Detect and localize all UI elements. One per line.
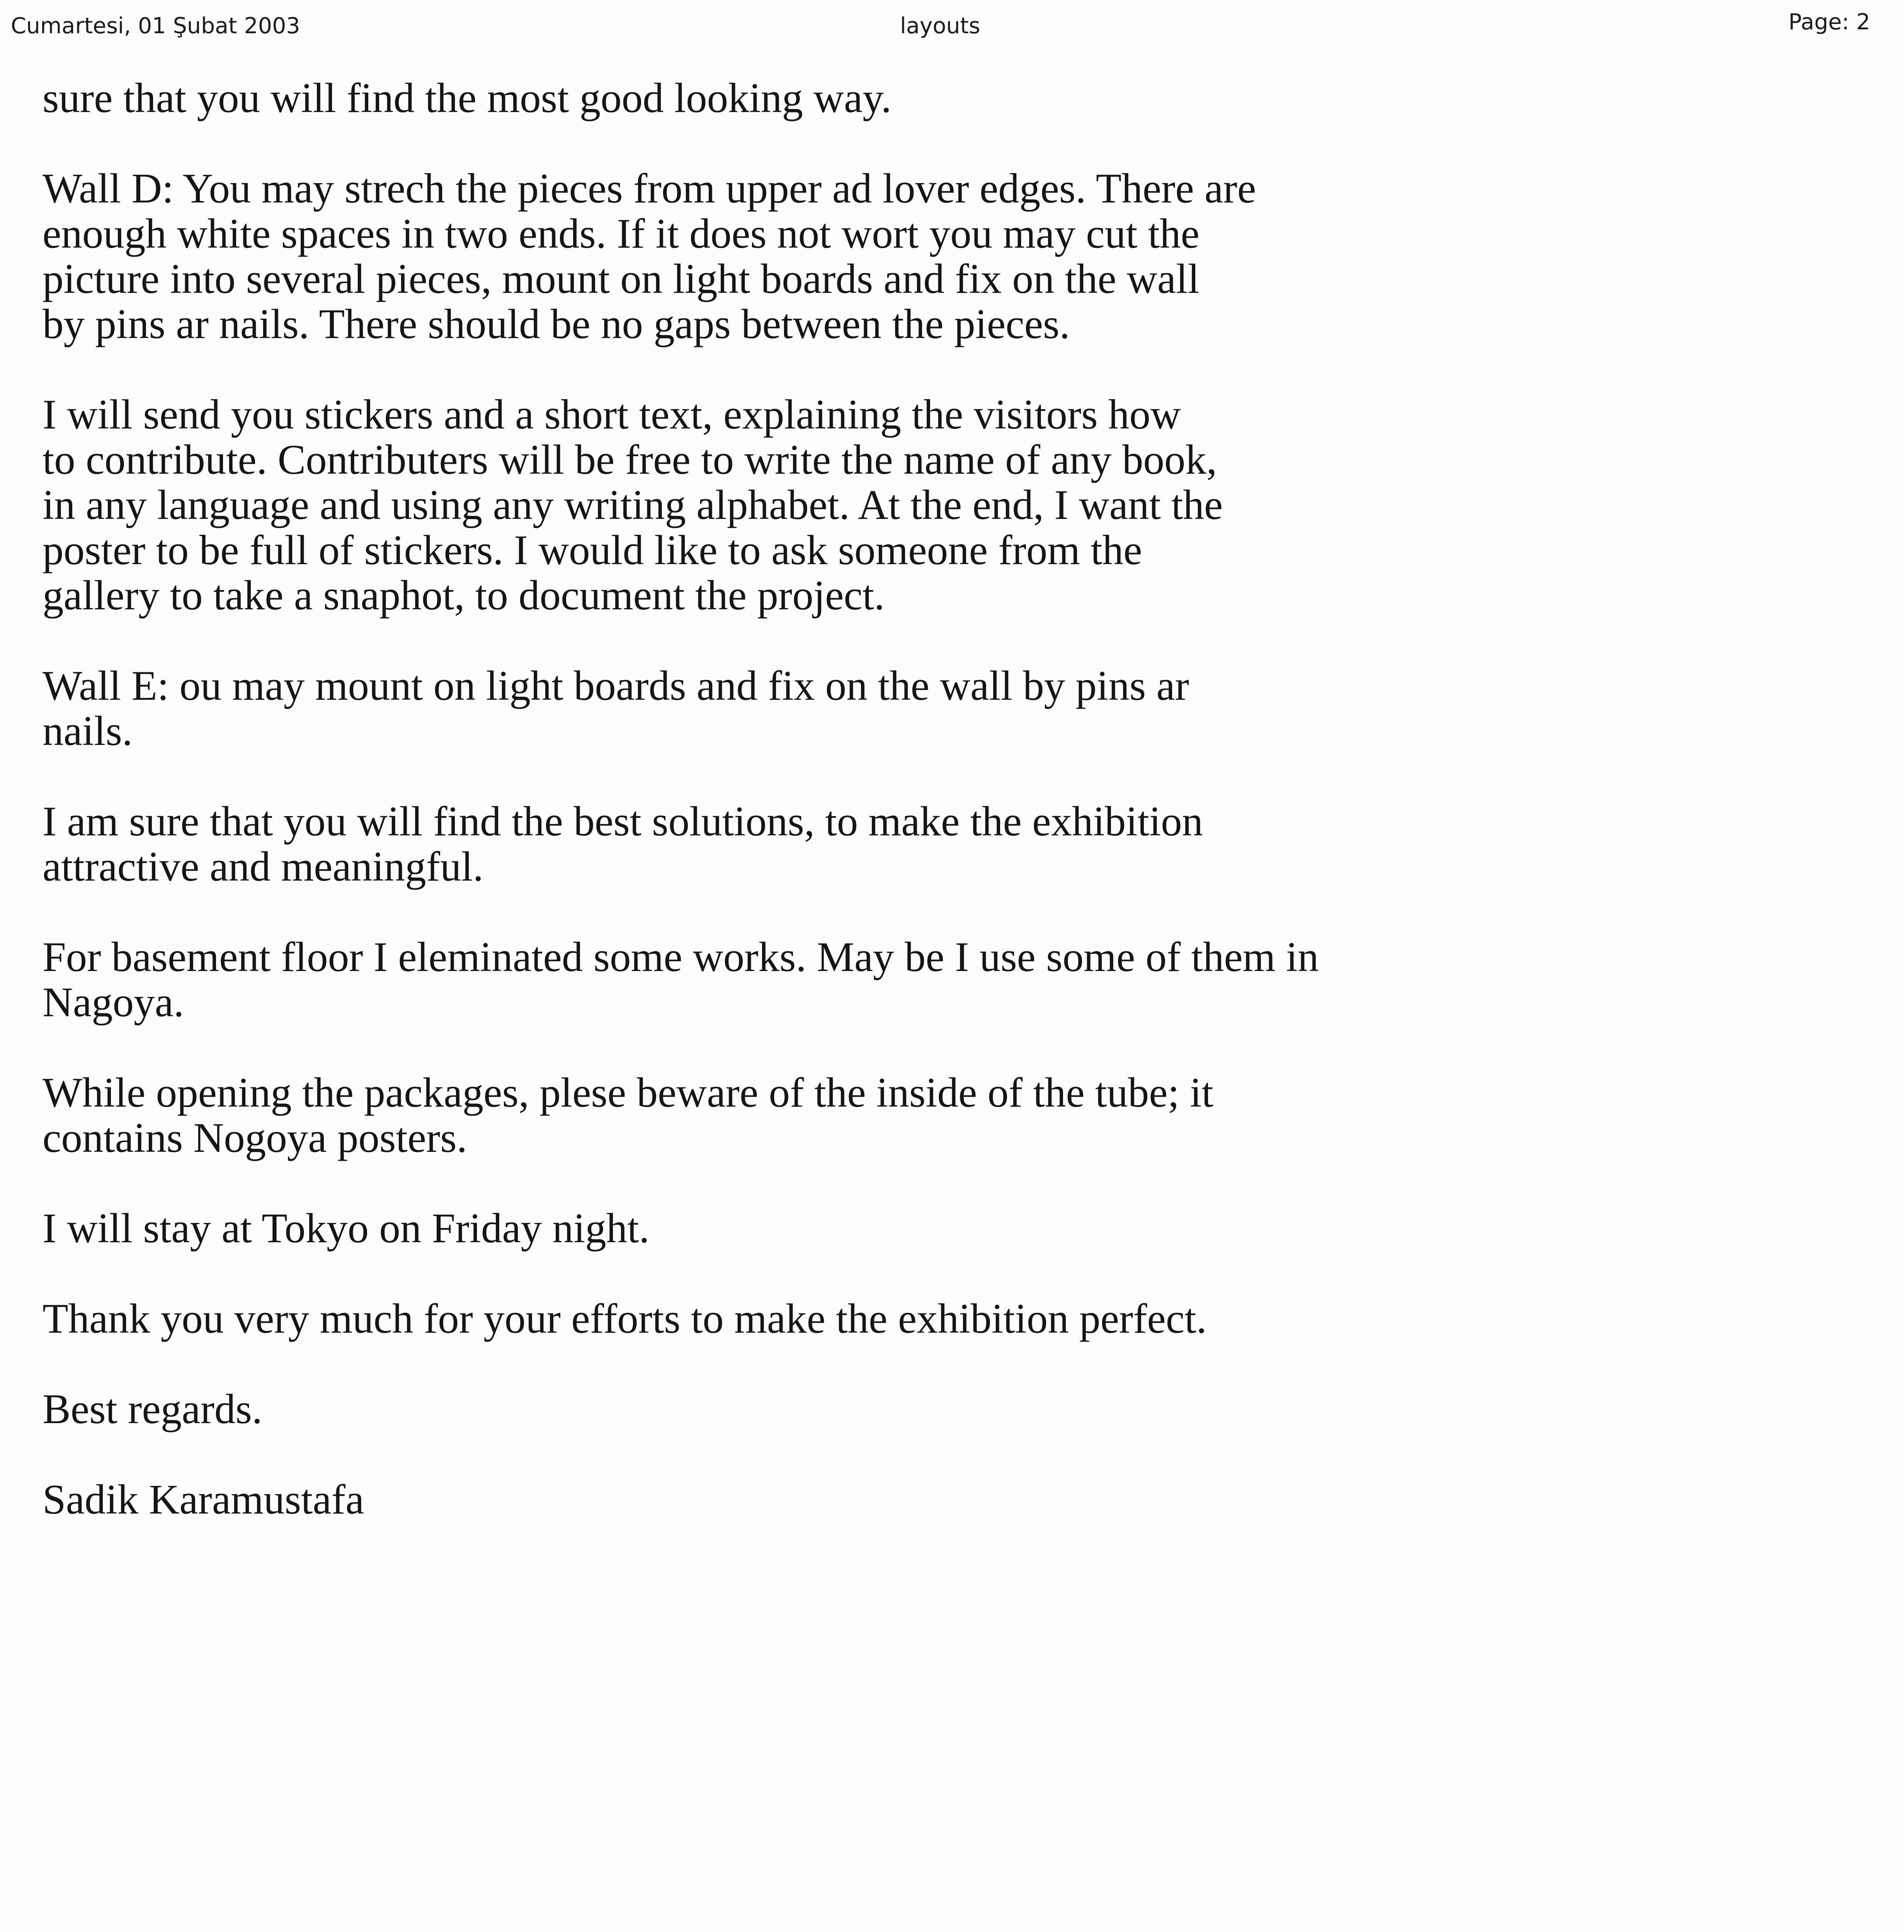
paragraph-stickers: I will send you stickers and a short text, explaining the visitors how to contribute. Contributers will be free to write the name of any book, in any language and using any writing alphabet. At the end, I want the poster to be full of stickers. I would like to ask someone from the gallery to take a snaphot, to document the project. [43, 391, 1223, 619]
paragraph-opening-continuation: sure that you will find the most good looking way. [43, 75, 892, 121]
paragraph-solutions: I am sure that you will find the best solutions, to make the exhibition attractive and meaningful. [43, 798, 1203, 890]
letter-body [43, 75, 1472, 1522]
paragraph-basement: For basement floor I eleminated some works. May be I use some of them in Nagoya. [43, 934, 1319, 1026]
signature-name: Sadik Karamustafa [43, 1476, 364, 1523]
document-title: layouts [900, 13, 980, 39]
page-number: Page: 2 [1788, 9, 1870, 35]
paragraph-packages: While opening the packages, plese beware of the inside of the tube; it contains Nogoya posters. [43, 1069, 1213, 1161]
paragraph-wall-e: Wall E: ou may mount on light boards and fix on the wall by pins ar nails. [43, 662, 1189, 754]
paragraph-tokyo: I will stay at Tokyo on Friday night. [43, 1205, 650, 1252]
paragraph-wall-d: Wall D: You may strech the pieces from upper ad lover edges. There are enough white spaces in two ends. If it does not wort you may cut the picture into several pieces, mount on light boards and fix on the wall by pins ar nails. There should be no gaps between the pieces. [43, 165, 1256, 347]
print-date: Cumartesi, 01 Şubat 2003 [11, 13, 300, 39]
closing-regards: Best regards. [43, 1386, 263, 1432]
paragraph-thanks: Thank you very much for your efforts to make the exhibition perfect. [43, 1295, 1207, 1342]
